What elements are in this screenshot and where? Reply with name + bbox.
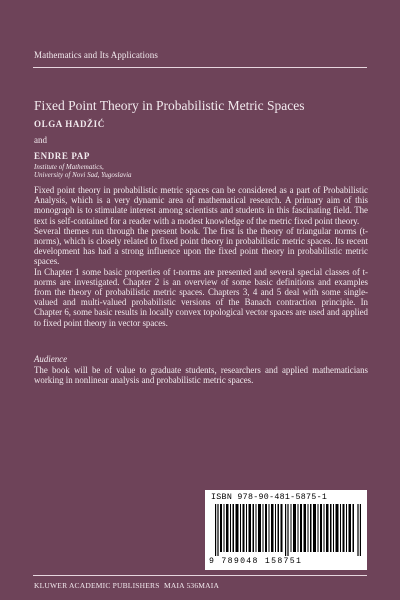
blurb-paragraph-3: In Chapter 1 some basic properties of t-norms are presented and several special classes of t-norms are investigated. Chapter 2 is an overview of some basic definitions and examples from the theory of probabilistic metric spaces. Chapters 3, 4 and 5 deal with some single-valued and multi-valued probabilistic versions of the Banach contraction principle. In Chapter 6, some basic results in locally convex topological vector spaces are used and applied to fixed point theory in vector spaces.	[34, 266, 368, 328]
book-title: Fixed Point Theory in Probabilistic Metric Spaces	[34, 98, 305, 113]
and-text: and	[34, 135, 47, 145]
audience-heading: Audience	[34, 354, 68, 364]
affiliation-line-1: Institute of Mathematics,	[34, 163, 104, 171]
blurb	[34, 185, 368, 328]
affiliation-line-2: University of Novi Sad, Yugoslavia	[34, 171, 132, 179]
barcode-box	[205, 490, 367, 570]
author-1: OLGA HADŽIĆ	[34, 119, 105, 129]
affiliation	[34, 163, 132, 179]
series-code: MAIA 536MAIA	[164, 581, 220, 590]
author-2: ENDRE PAP	[34, 151, 90, 161]
publisher-name: KLUWER ACADEMIC PUBLISHERS	[34, 581, 160, 590]
audience-text: The book will be of value to graduate students, researchers and applied mathematicians working in nonlinear analysis and probabilistic metric spaces.	[34, 365, 368, 386]
top-rule	[33, 67, 367, 68]
isbn-text: ISBN 978-90-481-5875-1	[211, 493, 328, 502]
blurb-paragraph-2: Several themes run through the present book. The first is the theory of triangular norms (t-norms), which is closely related to fixed point theory in probabilistic metric spaces. Its recent development has had a strong influence upon the fixed point theory in probabilistic metric spaces.	[34, 225, 368, 267]
blurb-paragraph-1: Fixed point theory in probabilistic metric spaces can be considered as a part of Probabilistic Analysis, which is a very dynamic area of mathematical research. A primary aim of this monograph is to stimulate interest among scientists and students in this fascinating field. The text is self-contained for a reader with a modest knowledge of the metric fixed point theory.	[34, 185, 368, 226]
barcode-digits: 9 789048 158751	[209, 557, 303, 566]
barcode-icon	[215, 504, 361, 556]
bottom-rule	[33, 575, 367, 576]
series-name: Mathematics and Its Applications	[34, 50, 158, 60]
